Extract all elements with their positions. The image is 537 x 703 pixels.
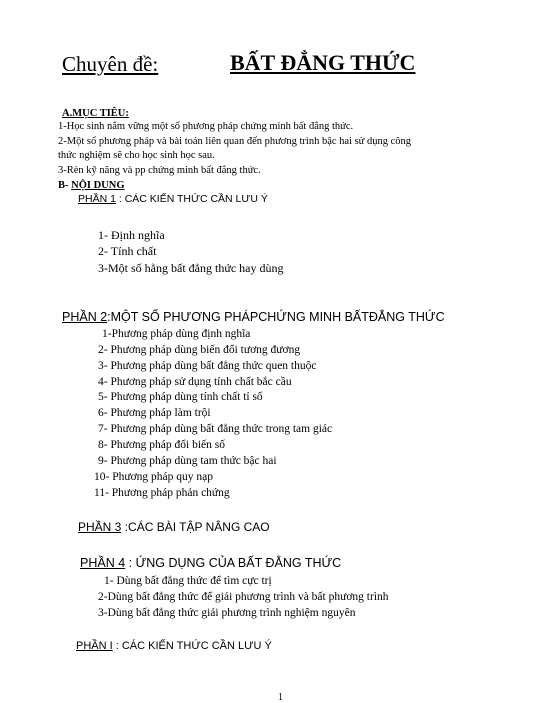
- part4-title: : ỨNG DỤNG CỦA BẤT ĐẲNG THỨC: [125, 556, 342, 570]
- part1-repeat-title: : CÁC KIẾN THỨC CẦN LƯU Ý: [112, 640, 272, 652]
- part1-title: : CÁC KIẾN THỨC CẦN LƯU Ý: [115, 193, 268, 205]
- list-item: 2- Phương pháp dùng biến đổi tương đương: [98, 344, 301, 356]
- section-b-title: NỘI DUNG: [71, 180, 125, 191]
- section-b-heading: [58, 180, 125, 191]
- document-title: BẤT ĐẲNG THỨC: [230, 50, 416, 75]
- list-item: 7- Phương pháp dùng bất đẳng thức trong tam giác: [98, 423, 333, 435]
- objective-line: 2-Một số phương pháp và bài toán liên quan đến phương trình bậc hai sử dụng công: [58, 136, 412, 147]
- section-a-heading: A.MỤC TIÊU:: [62, 108, 129, 119]
- objective-line: 1-Học sinh nắm vững một số phương pháp chứng minh bất đẳng thức.: [58, 121, 354, 132]
- list-item: 3- Phương pháp dùng bất đẳng thức quen thuộc: [98, 360, 317, 372]
- list-item: 2-Dùng bất đẳng thức để giải phương trình và bất phương trình: [98, 591, 389, 603]
- list-item: 6- Phương pháp làm trội: [98, 407, 211, 419]
- part4-heading: [80, 556, 341, 570]
- part2-title: :MỘT SỐ PHƯƠNG PHÁPCHỨNG MINH BẤTĐẲNG THỨC: [107, 310, 445, 324]
- part3-heading: [78, 520, 270, 534]
- list-item: 2- Tính chất: [98, 244, 157, 258]
- part1-heading: [78, 193, 268, 205]
- list-item: 1-Phương pháp dùng định nghĩa: [102, 328, 251, 340]
- part1-repeat-label: PHẦN I: [76, 640, 113, 652]
- list-item: 3-Dùng bất đẳng thức giải phương trình nghiệm nguyên: [98, 607, 356, 619]
- section-b-prefix: B-: [58, 180, 72, 191]
- list-item: 4- Phương pháp sử dụng tính chất bắc cầu: [98, 376, 292, 388]
- list-item: 5- Phương pháp dùng tính chất tỉ số: [98, 391, 263, 403]
- part2-heading: [62, 310, 445, 324]
- part4-label: PHẦN 4: [80, 556, 126, 570]
- objective-line: thức nghiệm sẽ cho học sinh học sau.: [58, 150, 215, 161]
- objective-line: 3-Rèn kỹ năng và pp chứng minh bất đẳng thức.: [58, 165, 261, 176]
- list-item: 9- Phương pháp dùng tam thức bậc hai: [98, 455, 277, 467]
- list-item: 8- Phương pháp đổi biến số: [98, 439, 225, 451]
- list-item: 10- Phương pháp quy nạp: [94, 471, 213, 483]
- list-item: 11- Phương pháp phản chứng: [94, 487, 230, 499]
- page-number: 1: [278, 692, 283, 703]
- part2-label: PHẦN 2: [62, 310, 108, 324]
- list-item: 1- Định nghĩa: [98, 228, 165, 242]
- list-item: 1- Dùng bất đẳng thức để tìm cực trị: [104, 575, 272, 587]
- part3-label: PHẦN 3: [78, 520, 122, 534]
- list-item: 3-Một số hằng bất đẳng thức hay dùng: [98, 261, 284, 275]
- part1-repeat-heading: [76, 640, 272, 652]
- title-prefix: Chuyên đề:: [62, 52, 159, 76]
- part1-label: PHẦN 1: [78, 193, 116, 205]
- part3-title: :CÁC BÀI TẬP NÂNG CAO: [121, 520, 270, 534]
